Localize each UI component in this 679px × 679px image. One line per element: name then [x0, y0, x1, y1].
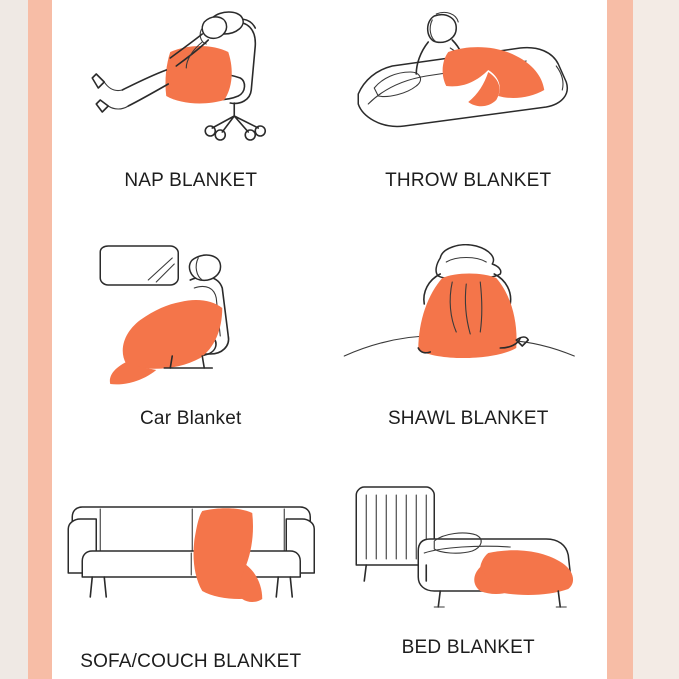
person-sitting-on-bed-with-throw-icon [330, 8, 608, 158]
caption-label: SHAWL BLANKET [387, 408, 549, 430]
grid-item-shawl-blanket [330, 226, 608, 452]
grid-item-nap-blanket [52, 0, 330, 226]
blanket-use-grid [52, 0, 607, 679]
right-peach-band [607, 0, 633, 679]
sofa-with-blanket-icon [52, 485, 330, 635]
car-seat-with-blanket-icon [52, 244, 330, 394]
outer-right-margin [633, 0, 679, 679]
illustration-canvas [52, 0, 607, 679]
caption-label: BED BLANKET [401, 636, 535, 658]
person-reclining-office-chair-with-blanket-icon [52, 8, 330, 158]
caption-label: Car Blanket [140, 408, 242, 430]
grid-item-car-blanket [52, 226, 330, 452]
caption-label: THROW BLANKET [385, 170, 552, 191]
outer-left-margin [0, 0, 28, 679]
person-wearing-shawl-icon [330, 244, 608, 394]
grid-item-sofa-blanket [52, 453, 330, 679]
grid-item-throw-blanket [330, 0, 608, 226]
grid-item-bed-blanket [330, 453, 608, 679]
caption-label: NAP BLANKET [124, 170, 258, 191]
caption-label: SOFA/COUCH BLANKET [80, 650, 302, 672]
bed-with-blanket-icon [330, 481, 608, 631]
left-peach-band [28, 0, 52, 679]
